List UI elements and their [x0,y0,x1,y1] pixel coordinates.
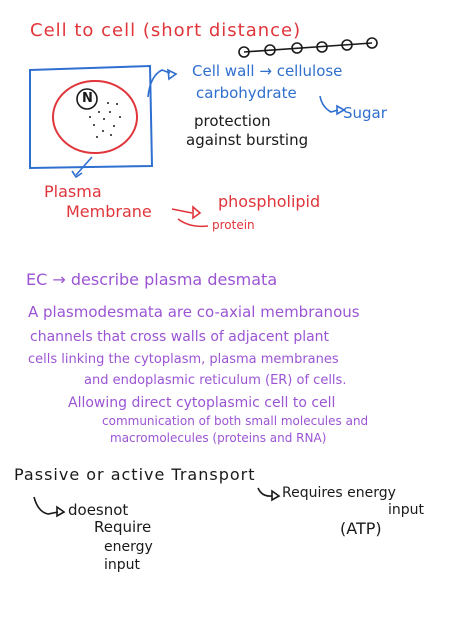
ec-line: macromolecules (proteins and RNA) [110,431,327,445]
atp-label: (ATP) [340,519,382,538]
carbohydrate-label: carbohydrate [196,84,297,102]
ec-line: cells linking the cytoplasm, plasma membranes [28,352,339,367]
ec-line: and endoplasmic reticulum (ER) of cells. [84,373,347,388]
membrane-label: Membrane [66,202,152,221]
phospholipid-label: phospholipid [218,192,321,211]
against-bursting-label: against bursting [186,131,309,149]
ec-heading: EC → describe plasma desmata [26,270,278,289]
protein-label: protein [212,218,255,232]
nucleus-label: N [82,91,93,106]
protection-label: protection [194,112,271,130]
active-line: input [388,502,425,518]
active-line: Requires energy [282,485,396,501]
cell-wall-label: Cell wall → cellulose [192,62,343,80]
cell-diagram-icon [30,66,152,168]
ec-line: Allowing direct cytoplasmic cell to cell [68,395,336,411]
sugar-label: Sugar [343,104,387,122]
plasma-label: Plasma [44,182,102,201]
passive-line: Require [94,518,152,536]
page-title: Cell to cell (short distance) [30,20,302,41]
ec-line: channels that cross walls of adjacent plant [30,329,330,345]
passive-line: doesnot [68,501,129,519]
passive-line: input [104,557,141,573]
passive-line: energy [104,539,153,555]
ec-line: communication of both small molecules and [102,414,369,428]
transport-heading: Passive or active Transport [14,465,256,484]
ec-line: A plasmodesmata are co-axial membranous [28,303,360,321]
